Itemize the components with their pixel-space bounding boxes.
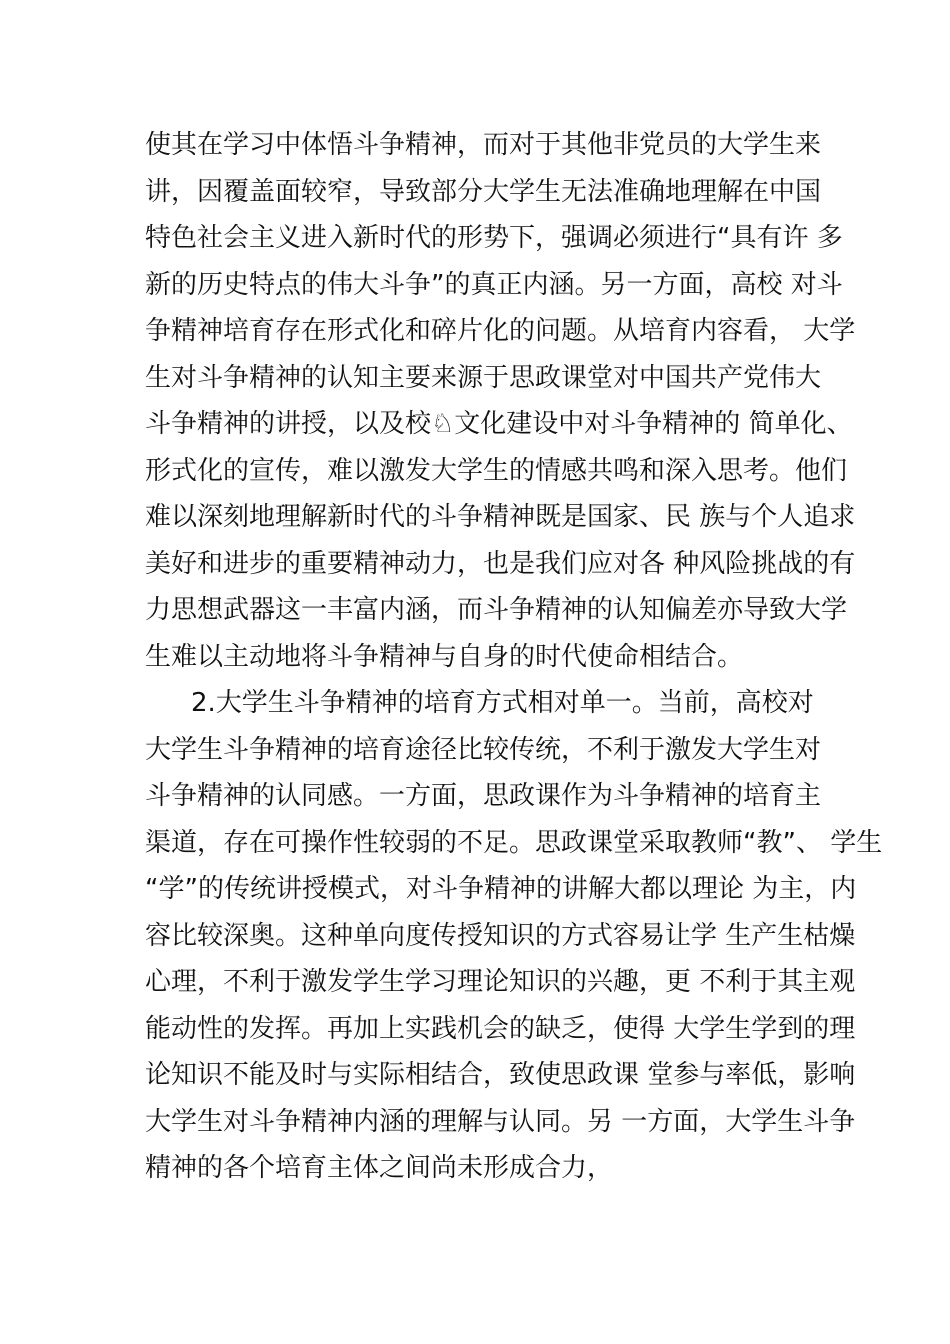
text-line: 渠道，存在可操作性较弱的不足。思政课堂采取教师“教”、 学生 [145, 827, 883, 858]
paragraph-1 [145, 122, 856, 680]
text-line: 斗争精神的认同感。一方面，思政课作为斗争精神的培育主 [145, 781, 822, 811]
body-text [145, 122, 883, 1192]
paragraph-2 [145, 680, 883, 1192]
text-line: 能动性的发挥。再加上实践机会的缺乏，使得 大学生学到的理 [145, 1013, 856, 1044]
text-line: 大学生斗争精神的培育途径比较传统，不利于激发大学生对 [145, 734, 822, 765]
text-line: 难以深刻地理解新时代的斗争精神既是国家、民 族与个人追求 [145, 502, 856, 532]
text-line: 容比较深奥。这种单向度传授知识的方式容易让学 生产生枯燥 [145, 920, 856, 951]
text-line: 生难以主动地将斗争精神与自身的时代使命相结合。 [145, 641, 744, 672]
text-line: 力思想武器这一丰富内涵，而斗争精神的认知偏差亦导致大学 [145, 595, 848, 625]
text-line: 特色社会主义进入新时代的形势下，强调必须进行“具有许 多 [145, 223, 843, 253]
text-line: 论知识不能及时与实际相结合，致使思政课 堂参与率低，影响 [145, 1060, 856, 1090]
text-line: “学”的传统讲授模式，对斗争精神的讲解大都以理论 为主，内 [145, 874, 857, 904]
text-line: 斗争精神的讲授，以及校♘文化建设中对斗争精神的 简单化、 [145, 409, 853, 439]
text-line: 形式化的宣传，难以激发大学生的情感共鸣和深入思考。他们 [145, 455, 848, 486]
text-line: 美好和进步的重要精神动力，也是我们应对各 种风险挑战的有 [145, 548, 856, 579]
text-line: 精神的各个培育主体之间尚未形成合力， [145, 1153, 614, 1183]
text-line: 使其在学习中体悟斗争精神，而对于其他非党员的大学生来 [145, 130, 822, 160]
text-line: 生对斗争精神的认知主要来源于思政课堂对中国共产党伟大 [145, 362, 822, 393]
text-line: 2.大学生斗争精神的培育方式相对单一。当前，高校对 [191, 688, 814, 718]
text-line: 心理，不利于激发学生学习理论知识的兴趣，更 不利于其主观 [145, 967, 856, 997]
text-line: 争精神培育存在形式化和碎片化的问题。从培育内容看， 大学 [145, 316, 856, 346]
text-line: 新的历史特点的伟大斗争”的真正内涵。另一方面，高校 对斗 [145, 269, 843, 300]
text-line: 大学生对斗争精神内涵的理解与认同。另 一方面，大学生斗争 [145, 1106, 856, 1137]
text-line: 讲，因覆盖面较窄，导致部分大学生无法准确地理解在中国 [145, 176, 822, 207]
